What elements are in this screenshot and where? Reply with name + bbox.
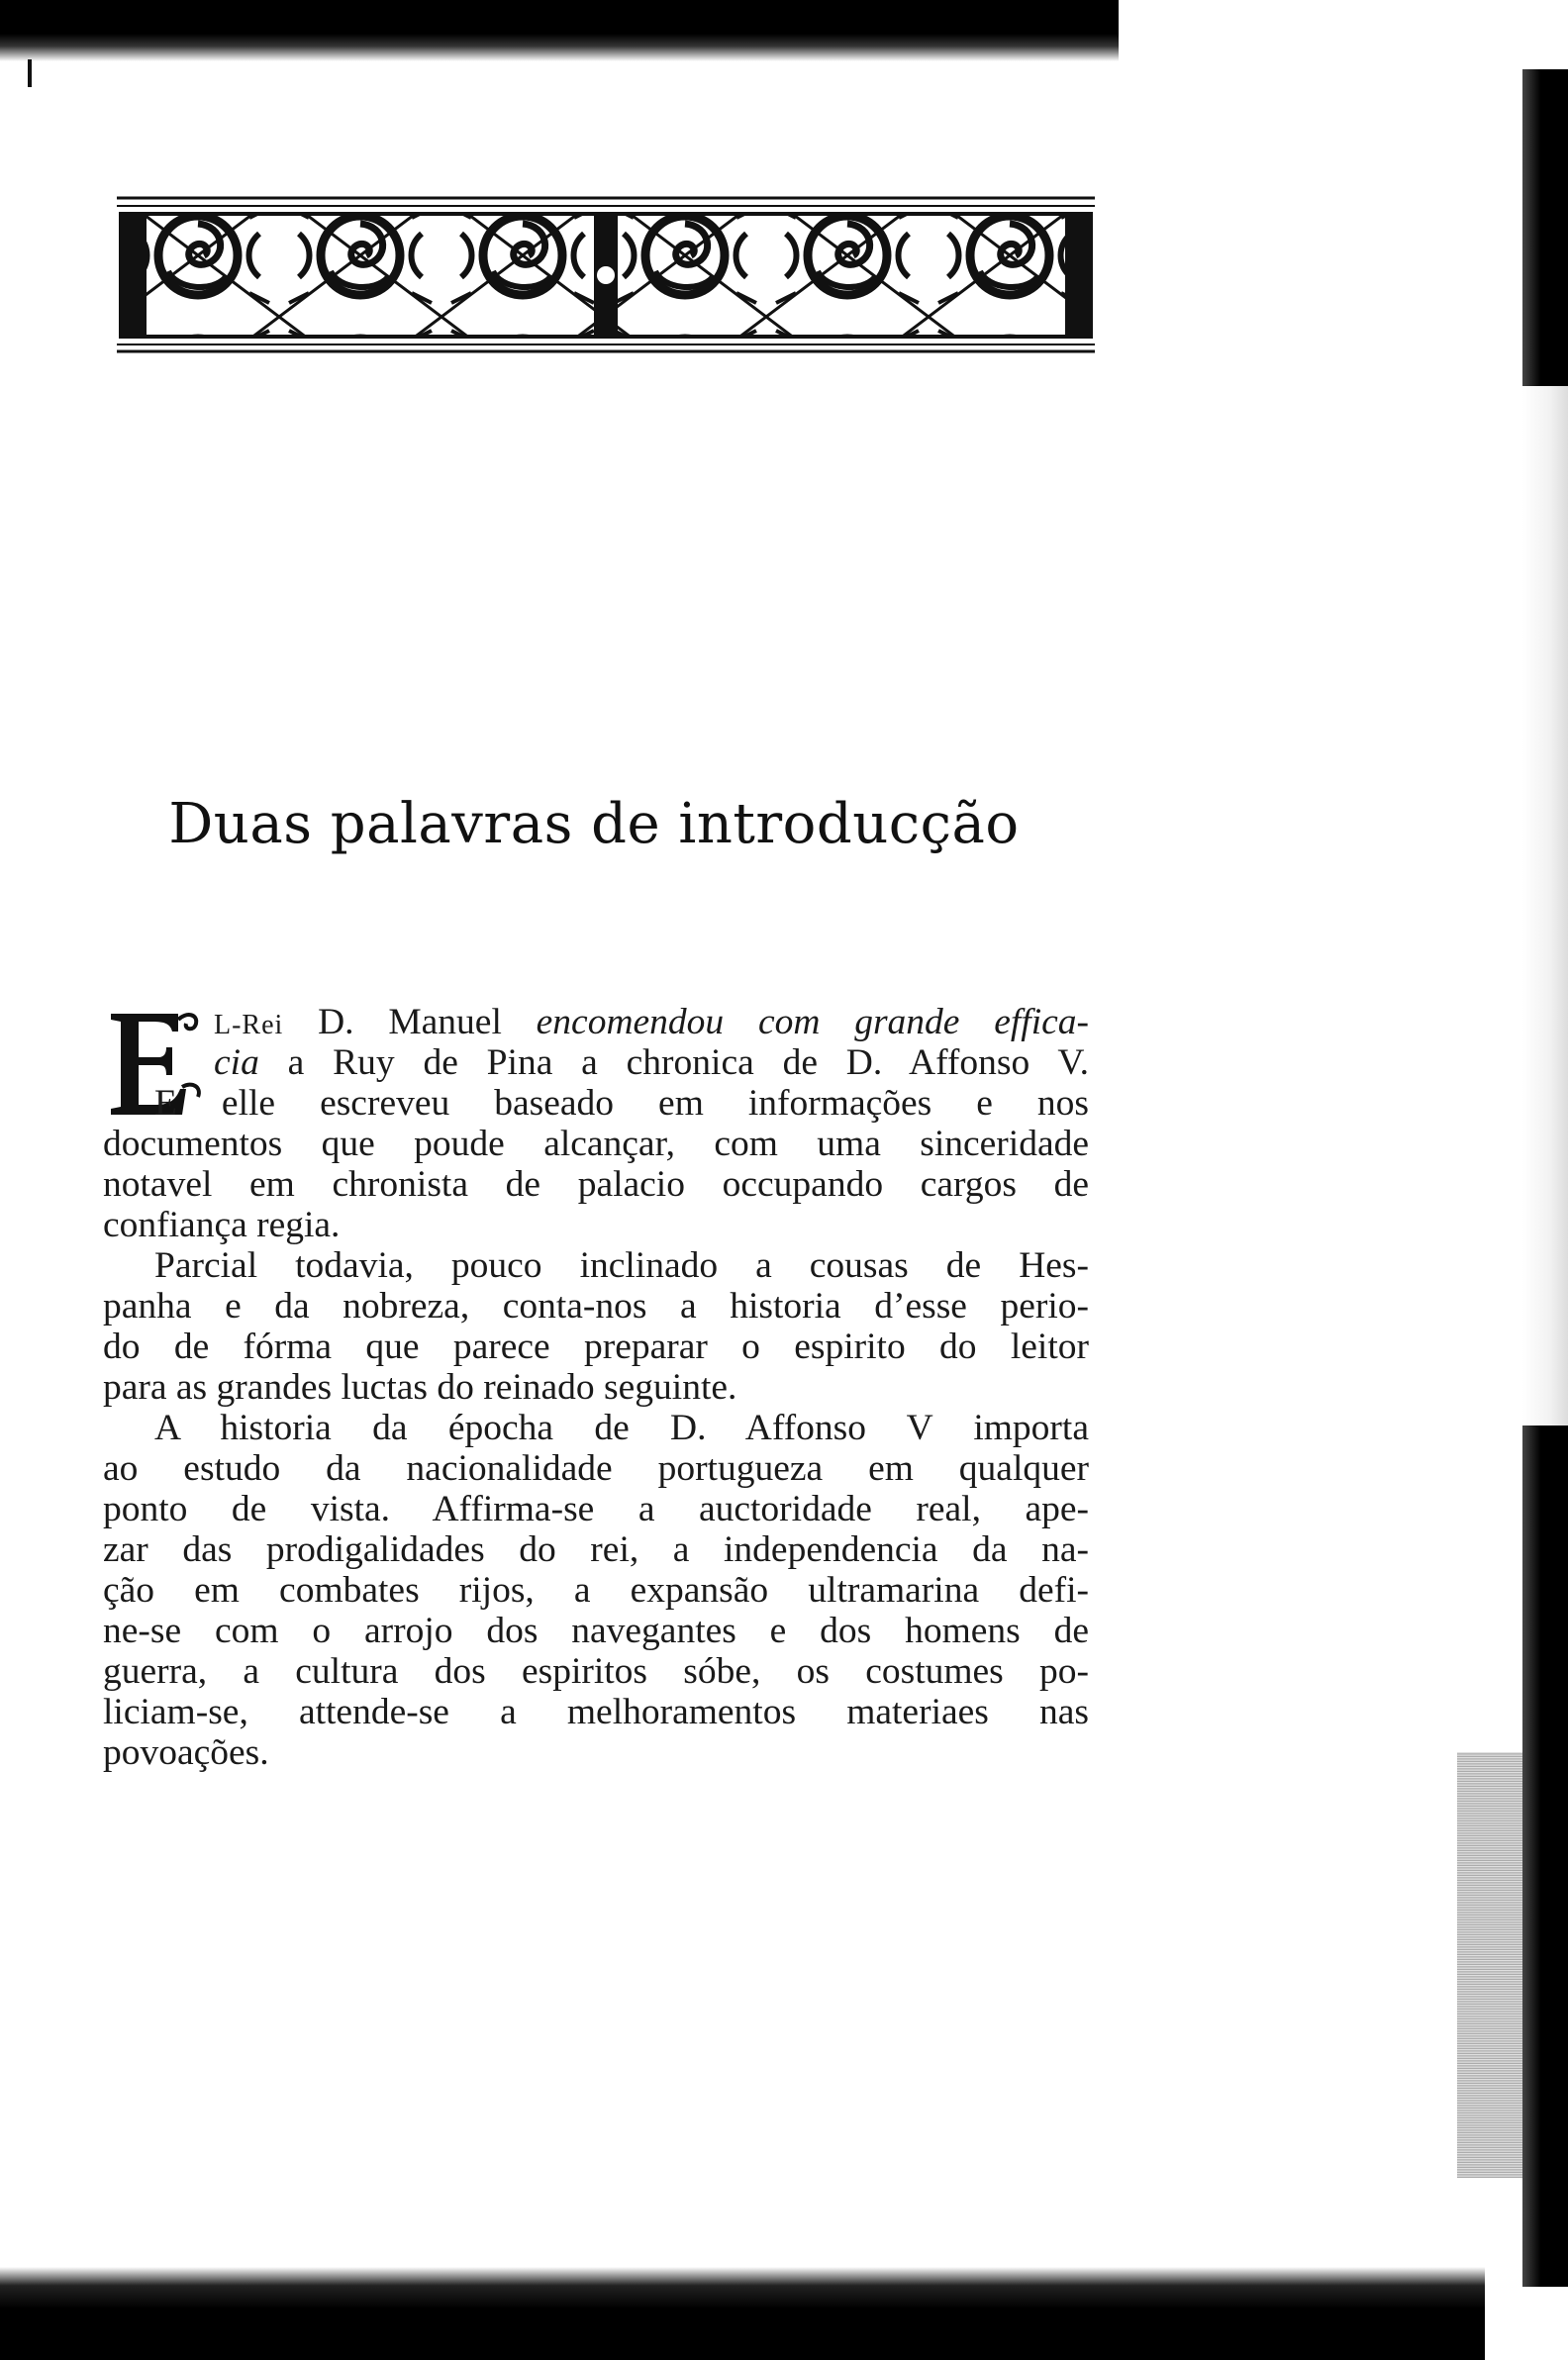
text-line: [103, 1327, 1089, 1367]
text-run: Parcial todavia, pouco inclinado a cousas de Hes-: [154, 1245, 1089, 1286]
paragraph: [103, 1408, 1089, 1773]
text-line: [103, 1245, 1089, 1286]
paragraph: [103, 1245, 1089, 1408]
page-title: Duas palavras de introducção: [168, 792, 1020, 856]
text-run: encomendou com grande effica-: [536, 1002, 1089, 1042]
text-line: [103, 1692, 1089, 1732]
text-run: do de fórma que parece preparar o espirito do leitor: [103, 1327, 1089, 1367]
text-run: liciam-se, attende-se a melhoramentos materiaes nas: [103, 1692, 1089, 1732]
text-line: [103, 1205, 1089, 1245]
text-run: documentos que poude alcançar, com uma sinceridade: [103, 1124, 1089, 1164]
text-run: notavel em chronista de palacio occupando cargos de: [103, 1164, 1089, 1205]
text-line: [103, 1002, 1089, 1042]
text-line: [103, 1042, 1089, 1083]
text-line: [103, 1651, 1089, 1692]
text-run: confiança regia.: [103, 1205, 341, 1245]
text-run: panha e da nobreza, conta-nos a historia d’esse perio-: [103, 1286, 1089, 1327]
text-line: [103, 1124, 1089, 1164]
text-line: [103, 1164, 1089, 1205]
text-line: [103, 1611, 1089, 1651]
text-line: [103, 1367, 1089, 1408]
text-run: ponto de vista. Affirma-se a auctoridade real, ape-: [103, 1489, 1089, 1529]
text-line: [103, 1570, 1089, 1611]
text-run: zar das prodigalidades do rei, a independencia da na-: [103, 1529, 1089, 1570]
text-line: [103, 1286, 1089, 1327]
text-run: L-Rei: [214, 1010, 284, 1040]
text-run: guerra, a cultura dos espiritos sóbe, os costumes po-: [103, 1651, 1089, 1692]
paragraph: [103, 1002, 1089, 1245]
scan-bottom-edge: [0, 2267, 1485, 2360]
text-line: [103, 1083, 1089, 1124]
text-run: A historia da épocha de D. Affonso V importa: [154, 1408, 1089, 1448]
text-run: ao estudo da nacionalidade portugueza em qualquer: [103, 1448, 1089, 1489]
binding-grain: [1457, 1752, 1522, 2178]
text-run: para as grandes luctas do reinado seguinte.: [103, 1367, 737, 1408]
scan-mark: [28, 59, 32, 87]
text-line: [103, 1489, 1089, 1529]
scan-right-binding: [1457, 69, 1568, 2287]
text-line: [103, 1732, 1089, 1773]
ornamental-header-band: [117, 194, 1095, 354]
text-run: D. Manuel: [283, 1002, 537, 1042]
text-run: cia: [214, 1042, 259, 1083]
text-run: ne-se com o arrojo dos navegantes e dos homens de: [103, 1611, 1089, 1651]
text-run: E elle escreveu baseado em informações e nos: [154, 1083, 1089, 1124]
text-line: [103, 1529, 1089, 1570]
binding-gap: [1522, 386, 1568, 1426]
text-run: povoações.: [103, 1732, 269, 1773]
text-line: [103, 1448, 1089, 1489]
body-text: [103, 1002, 1089, 1773]
text-run: ção em combates rijos, a expansão ultramarina defi-: [103, 1570, 1089, 1611]
text-run: a Ruy de Pina a chronica de D. Affonso V.: [258, 1042, 1089, 1083]
scan-top-edge: [0, 0, 1119, 61]
text-line: [103, 1408, 1089, 1448]
